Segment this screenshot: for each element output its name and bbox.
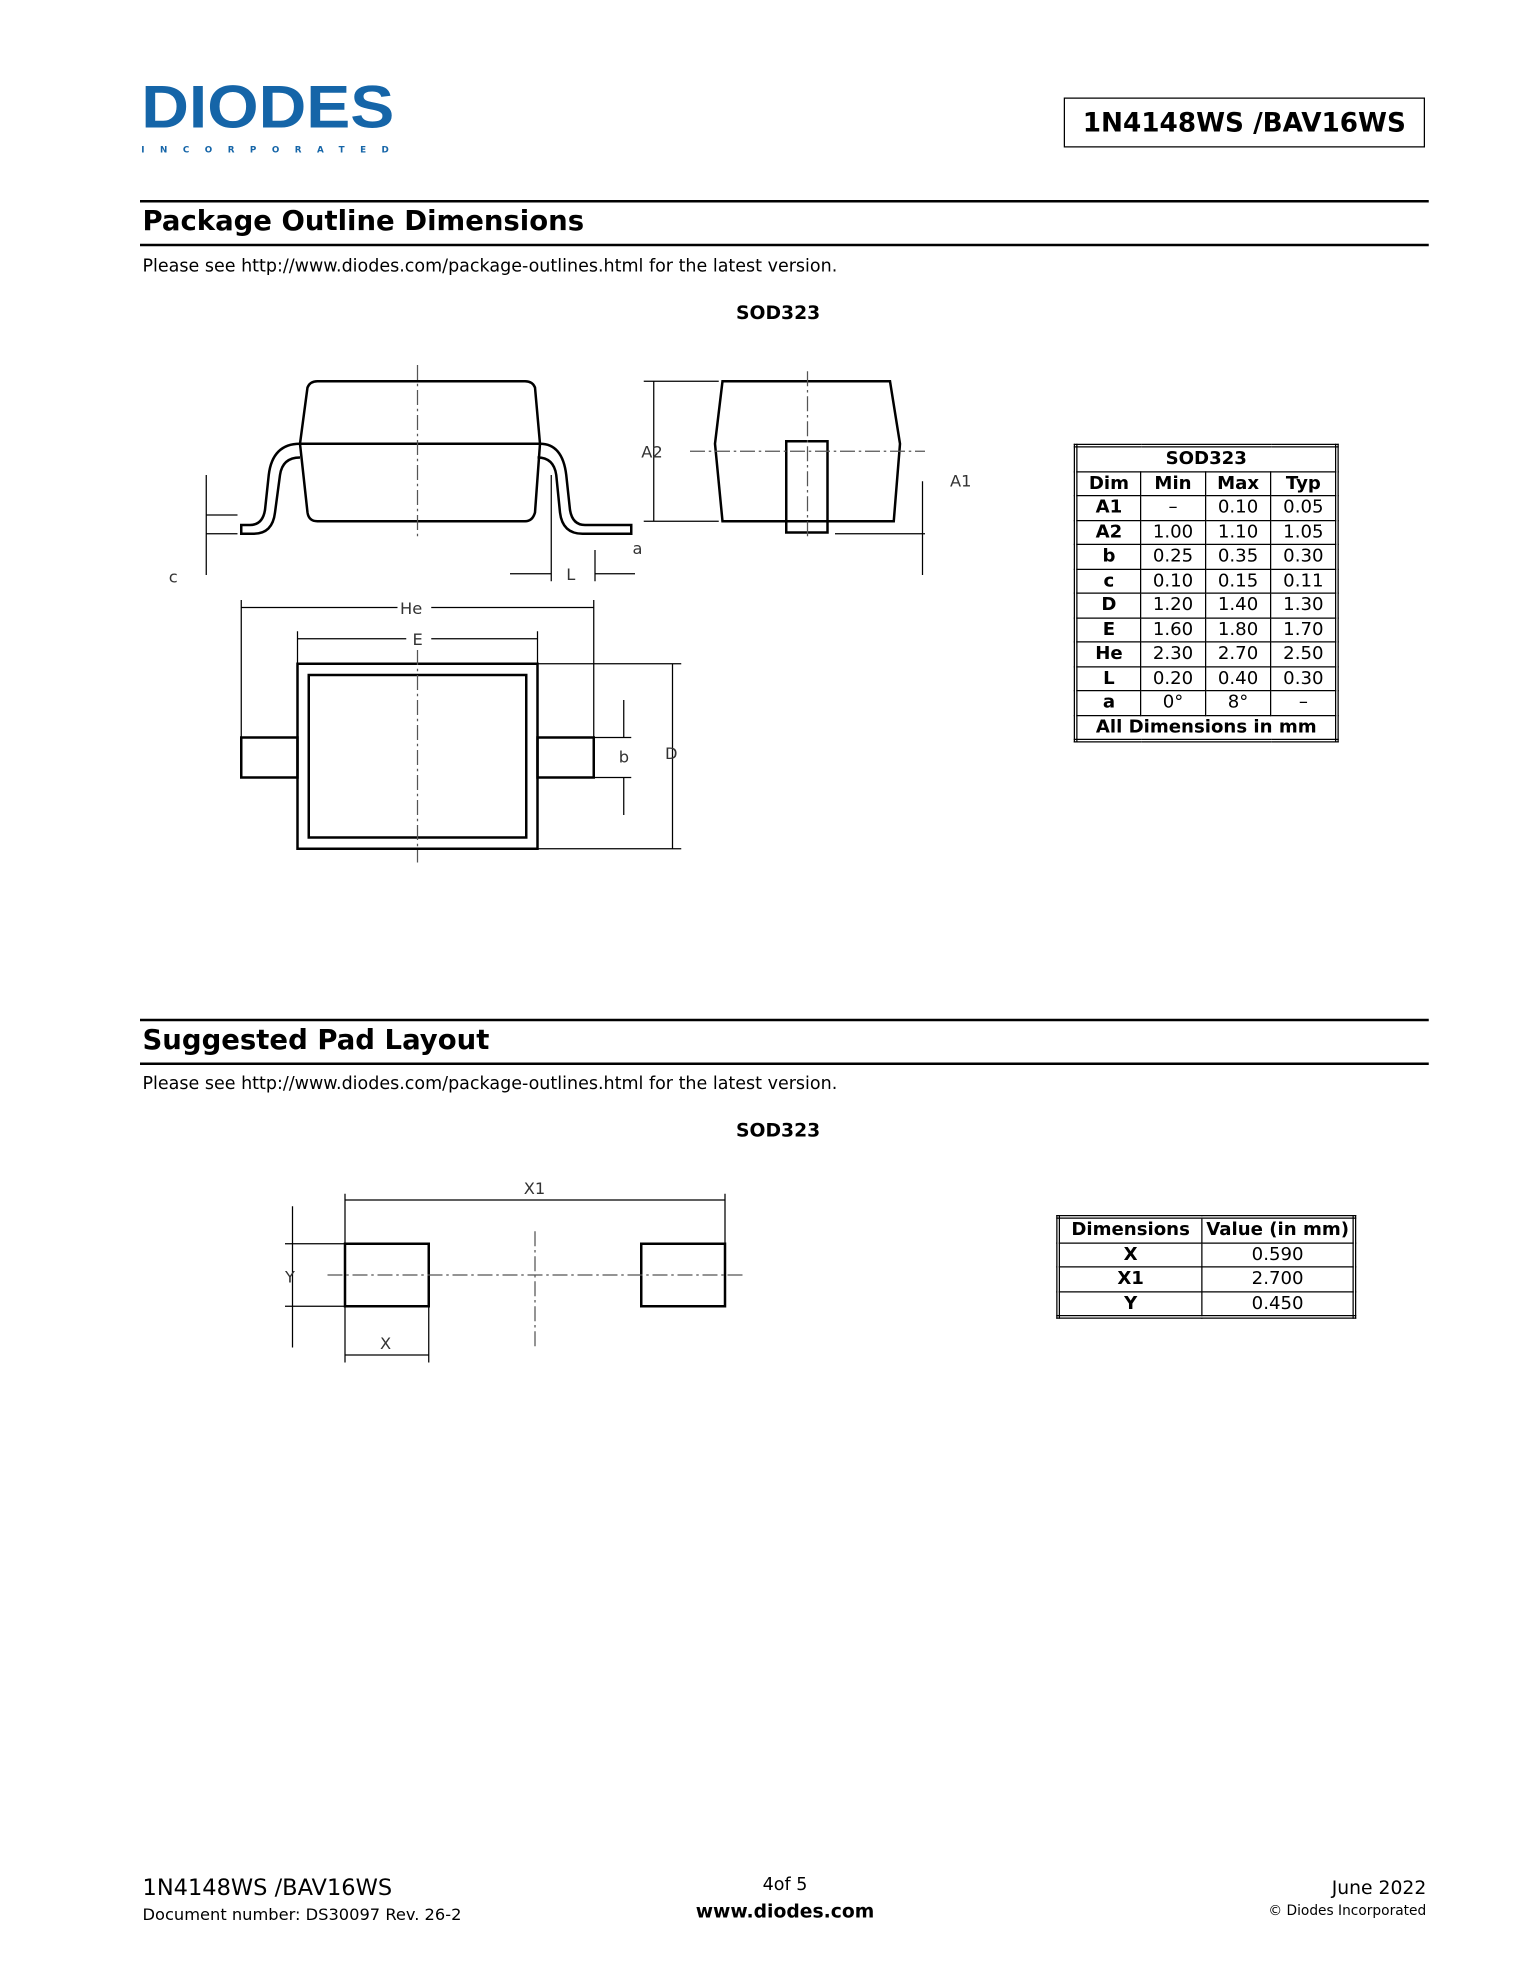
divider [140,1019,1429,1022]
dim-cell: A2 [1076,520,1141,544]
outline-dimensions-table [1074,444,1339,743]
value-cell: 0.20 [1141,666,1205,690]
label-E: E [412,630,423,649]
label-A1: A1 [950,471,972,491]
value-cell: 0.10 [1205,496,1271,520]
footer-part: 1N4148WS /BAV16WS [142,1875,393,1902]
header-cell: Typ [1271,471,1337,495]
value-cell: 1.00 [1141,520,1205,544]
value-cell: 0.590 [1202,1243,1355,1267]
table-row [1076,520,1337,544]
table-row [1076,642,1337,666]
value-cell: 2.30 [1141,642,1205,666]
table-row [1076,666,1337,690]
label-L: L [566,565,576,584]
label-X1: X1 [523,1178,546,1198]
pad-dimensions-table [1056,1215,1356,1319]
logo-subtext: INCORPORATED [141,145,405,155]
value-cell: – [1141,496,1205,520]
value-cell: 1.30 [1271,593,1337,617]
label-He: He [400,598,423,618]
dim-cell: D [1076,593,1141,617]
table-row [1076,593,1337,617]
divider [140,1063,1429,1066]
value-cell: 1.05 [1271,520,1337,544]
value-cell: 2.70 [1205,642,1271,666]
label-X: X [380,1333,392,1353]
value-cell: 2.50 [1271,642,1337,666]
dim-cell: a [1076,691,1141,715]
value-cell: 1.70 [1271,618,1337,642]
dim-cell: A1 [1076,496,1141,520]
value-cell: 0° [1141,691,1205,715]
table-row [1076,569,1337,593]
label-Y: Y [285,1267,295,1287]
header-cell: Dim [1076,471,1141,495]
value-cell: 8° [1205,691,1271,715]
header-cell: Value (in mm) [1202,1217,1355,1243]
header-cell: Max [1205,471,1271,495]
footer-website[interactable]: www.diodes.com [695,1900,875,1923]
footer-page: 4of 5 [762,1875,808,1895]
dim-cell: L [1076,666,1141,690]
pad-package-label: SOD323 [736,1118,821,1142]
value-cell: 0.450 [1202,1291,1355,1317]
outline-package-label: SOD323 [736,301,821,324]
table-row [1076,618,1337,642]
table-title: SOD323 [1076,446,1337,472]
value-cell: 0.30 [1271,544,1337,568]
label-a: a [632,538,643,558]
dim-cell: b [1076,544,1141,568]
label-c: c [168,567,178,587]
label-A2: A2 [641,442,663,462]
value-cell: 1.20 [1141,593,1205,617]
table-row [1076,496,1337,520]
value-cell: 1.80 [1205,618,1271,642]
dim-cell: E [1076,618,1141,642]
value-cell: 0.40 [1205,666,1271,690]
part-number-box: 1N4148WS /BAV16WS [1064,98,1425,148]
value-cell: 0.35 [1205,544,1271,568]
value-cell: – [1271,691,1337,715]
dim-cell: Y [1058,1291,1202,1317]
header-cell: Dimensions [1058,1217,1202,1243]
label-D: D [665,743,678,763]
footer-doc-number: Document number: DS30097 Rev. 26-2 [142,1906,462,1925]
logo-text: DIODES [141,75,395,142]
section-title-outline: Package Outline Dimensions [142,206,585,238]
table-footer: All Dimensions in mm [1076,715,1337,741]
value-cell: 1.60 [1141,618,1205,642]
table-row [1058,1243,1355,1267]
value-cell: 2.700 [1202,1267,1355,1291]
footer-copyright: © Diodes Incorporated [1268,1902,1427,1919]
value-cell: 0.11 [1271,569,1337,593]
dim-cell: c [1076,569,1141,593]
value-cell: 1.40 [1205,593,1271,617]
value-cell: 0.10 [1141,569,1205,593]
table-row [1058,1291,1355,1317]
value-cell: 0.15 [1205,569,1271,593]
dim-cell: X [1058,1243,1202,1267]
value-cell: 0.05 [1271,496,1337,520]
value-cell: 0.25 [1141,544,1205,568]
dim-cell: He [1076,642,1141,666]
table-row [1058,1267,1355,1291]
section-title-pad: Suggested Pad Layout [142,1025,490,1057]
label-b: b [618,747,630,767]
value-cell: 1.10 [1205,520,1271,544]
table-row [1076,544,1337,568]
table-row [1076,691,1337,715]
pad-note: Please see http://www.diodes.com/package-outlines.html for the latest version. [142,1073,838,1094]
header-cell: Min [1141,471,1205,495]
outline-note: Please see http://www.diodes.com/package-outlines.html for the latest version. [142,256,838,277]
value-cell: 0.30 [1271,666,1337,690]
dim-cell: X1 [1058,1267,1202,1291]
footer-date: June 2022 [1331,1876,1427,1899]
